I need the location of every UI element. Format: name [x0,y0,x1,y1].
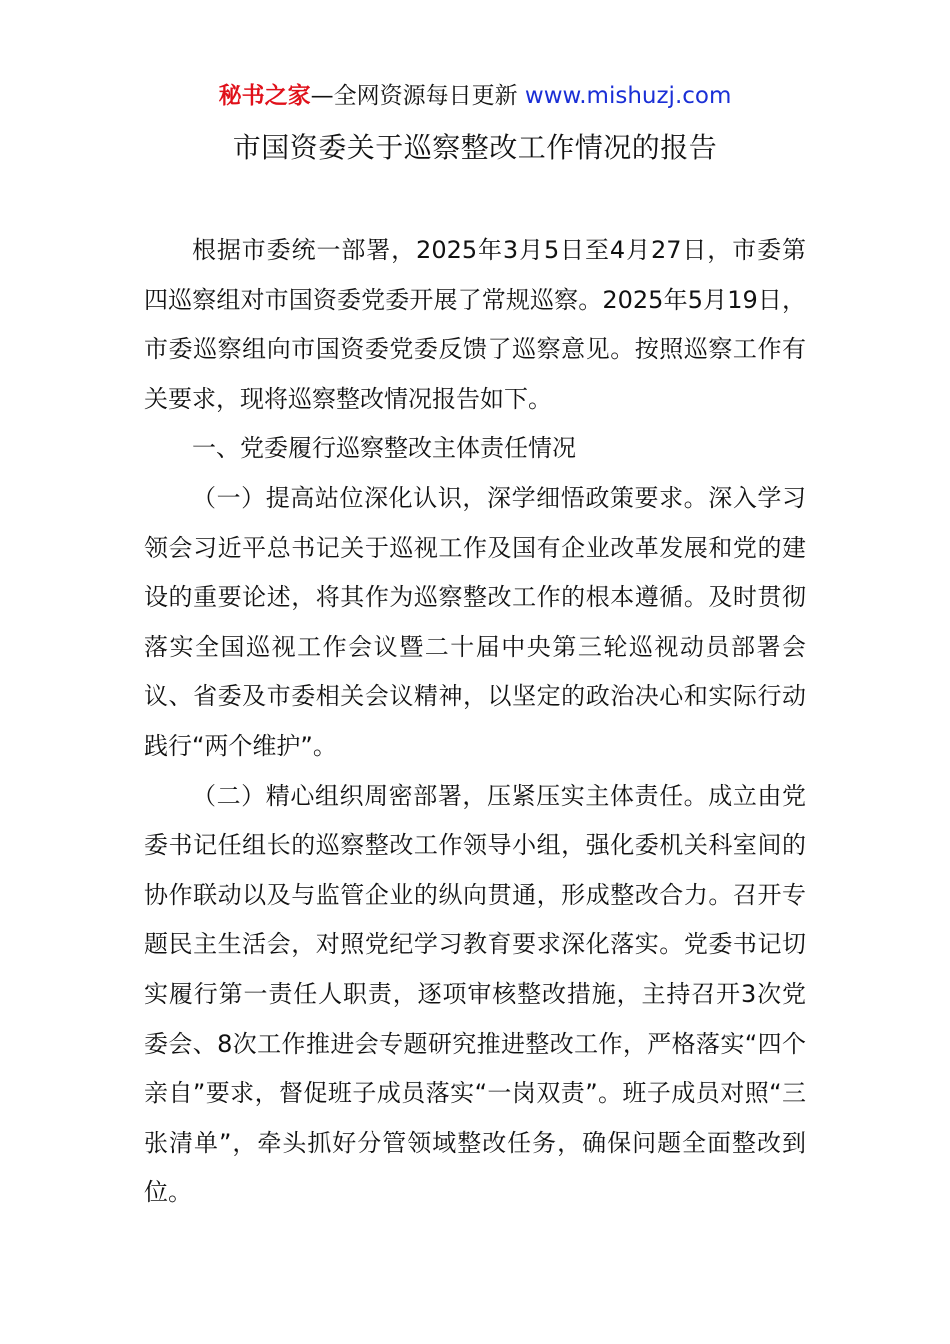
site-header [0,80,950,112]
paragraph-intro: 根据市委统一部署，2025年3月5日至4月27日，市委第四巡察组对市国资委党委开展了常规巡察。2025年5月19日，市委巡察组向市国资委党委反馈了巡察意见。按照巡察工作有关要求，现将巡察整改情况报告如下。 [144,236,806,413]
site-url-link[interactable]: www.mishuzj.com [524,83,732,109]
section-heading-1: 一、党委履行巡察整改主体责任情况 [192,434,576,463]
paragraph-subsection-2: （二）精心组织周密部署，压紧压实主体责任。成立由党委书记任组长的巡察整改工作领导小组，强化委机关科室间的协作联动以及与监管企业的纵向贯通，形成整改合力。召开专题民主生活会，对照党纪学习教育要求深化落实。党委书记切实履行第一责任人职责，逐项审核整改措施，主持召开3次党委会、8次工作推进会专题研究推进整改工作，严格落实“四个亲自”要求，督促班子成员落实“一岗双责”。班子成员对照“三张清单”，牵头抓好分管领域整改任务，确保问题全面整改到位。 [144,781,806,1207]
site-slogan: —全网资源每日更新 [310,83,525,109]
paragraph-subsection-1: （一）提高站位深化认识，深学细悟政策要求。深入学习领会习近平总书记关于巡视工作及国有企业改革发展和党的建设的重要论述，将其作为巡察整改工作的根本遵循。及时贯彻落实全国巡视工作会议暨二十届中央第三轮巡视动员部署会议、省委及市委相关会议精神，以坚定的政治决心和实际行动践行“两个维护”。 [144,483,806,760]
site-brand: 秘书之家 [218,83,311,109]
document-title: 市国资委关于巡察整改工作情况的报告 [232,131,718,164]
document-body [144,226,806,1218]
